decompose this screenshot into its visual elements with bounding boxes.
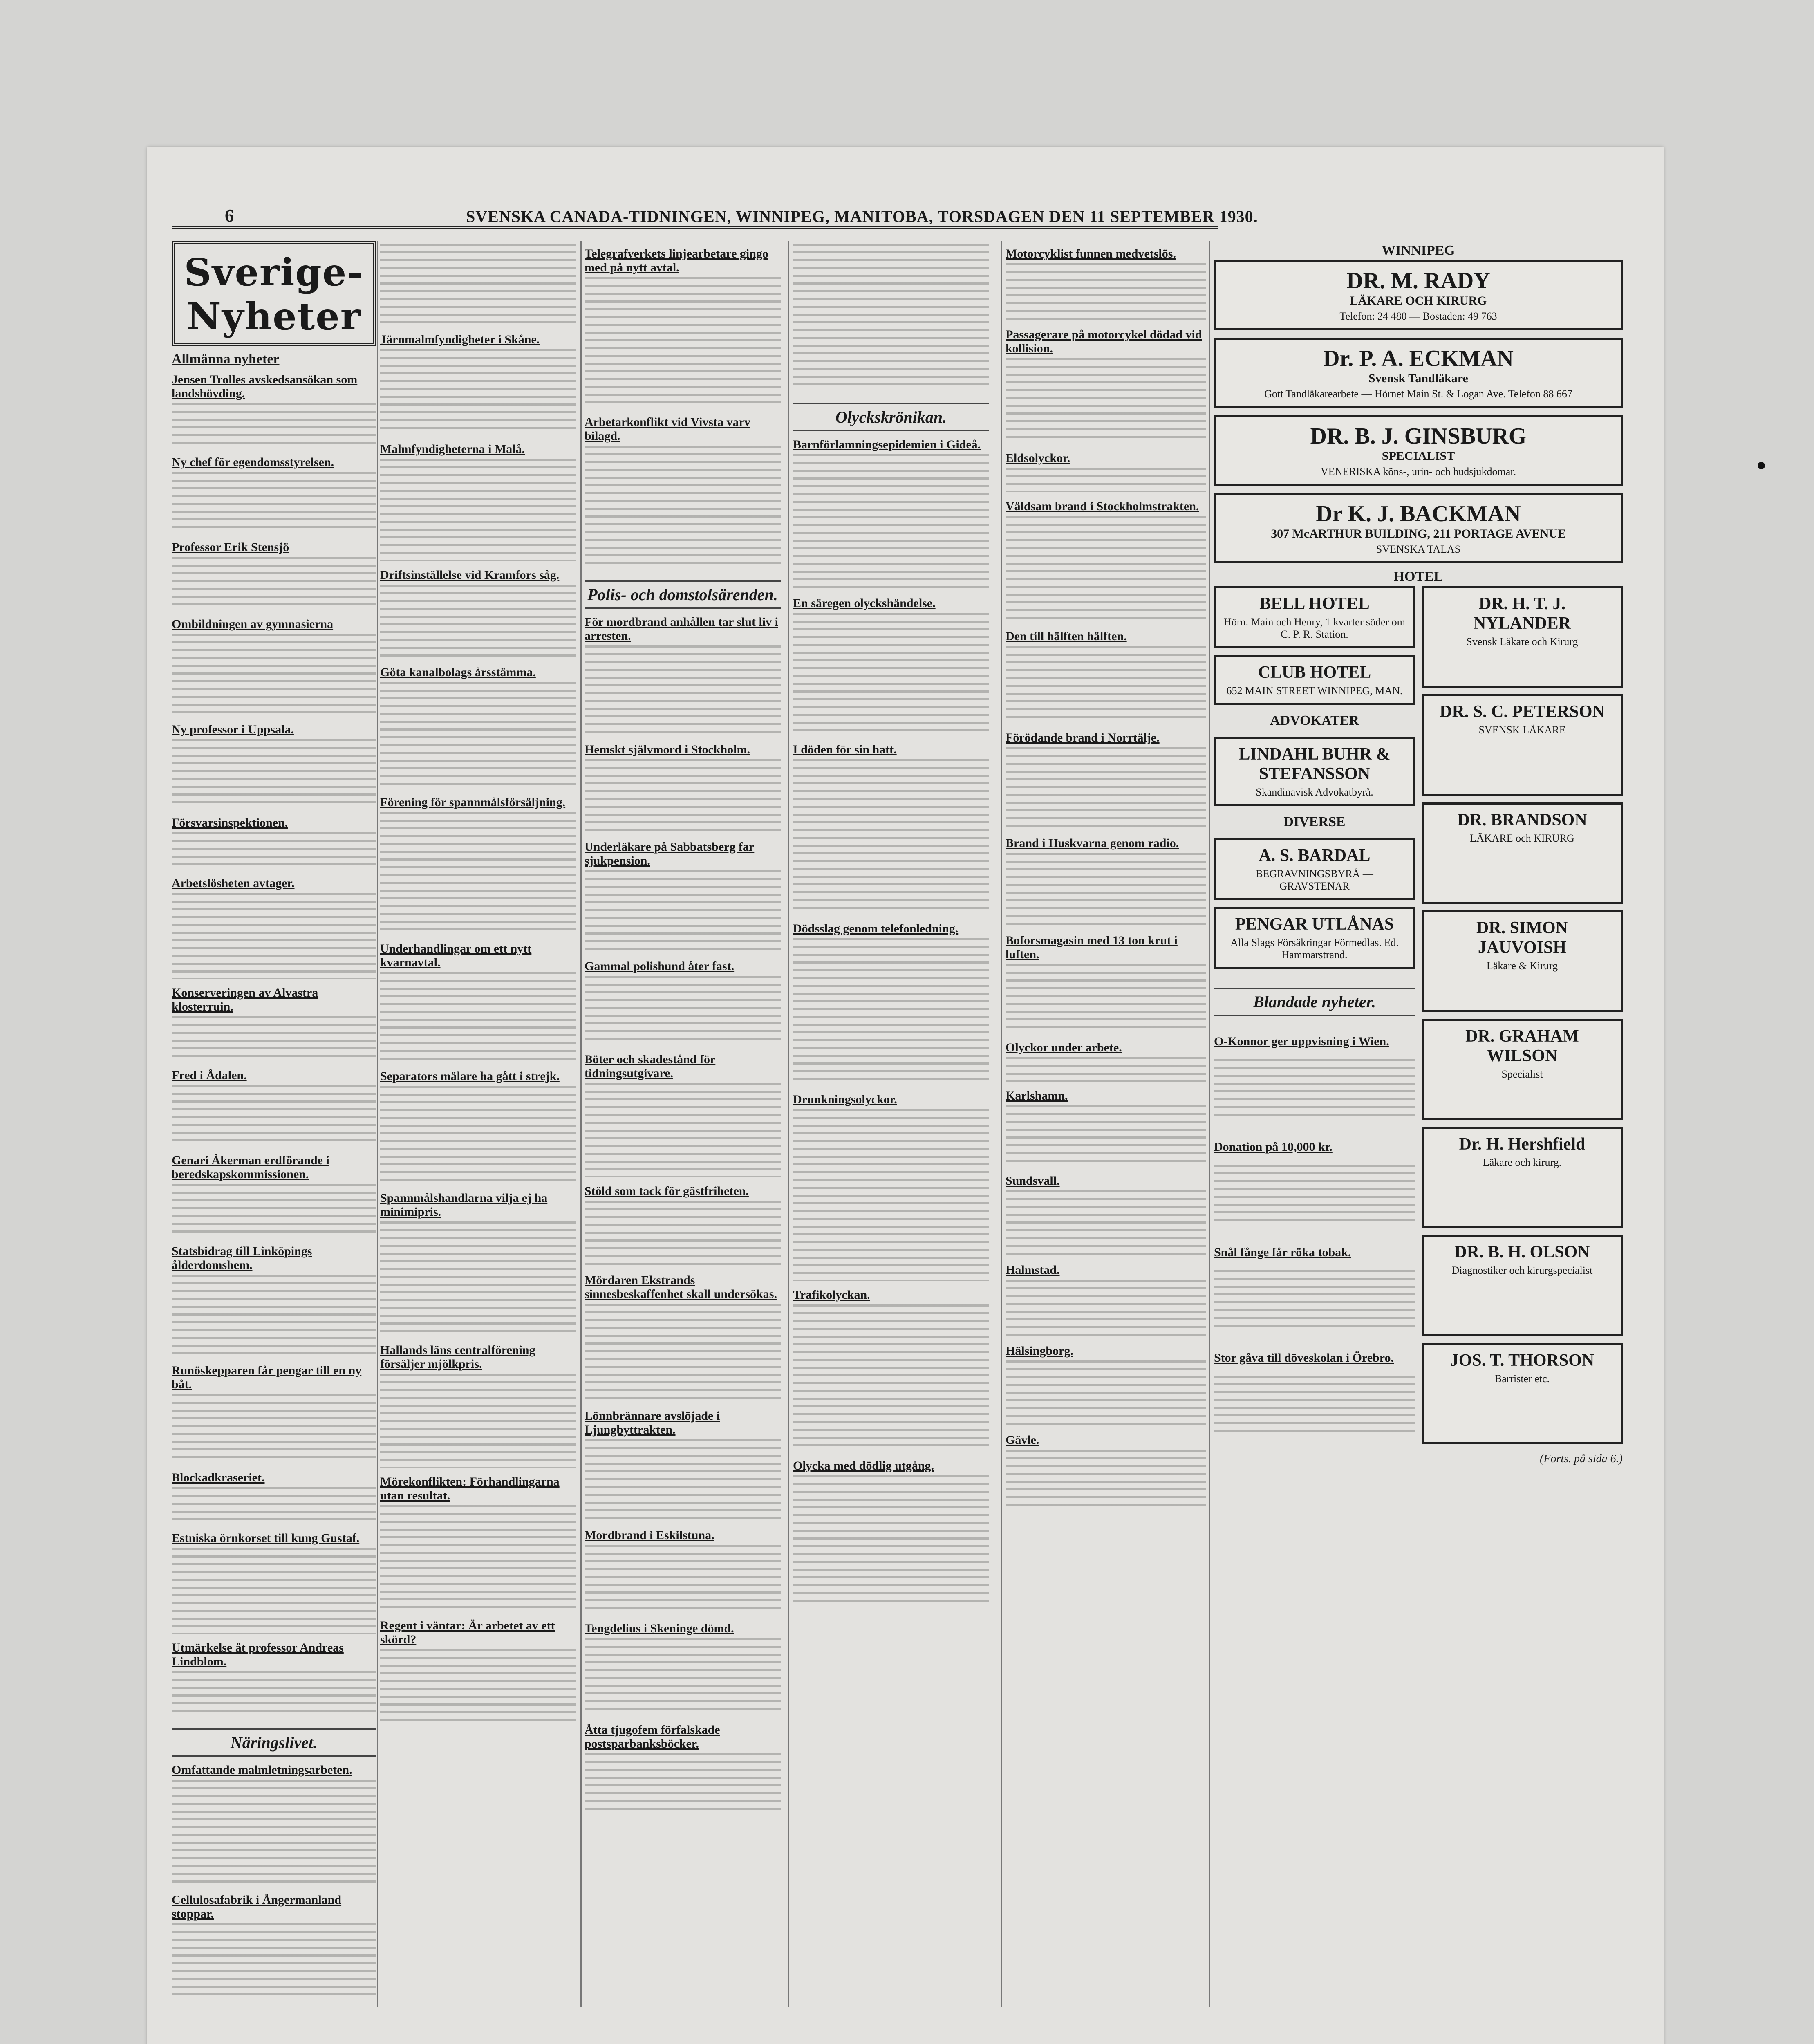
- ad-subtitle: Svensk Tandläkare: [1368, 372, 1468, 385]
- article-headline: Ny chef för egendomsstyrelsen.: [172, 455, 334, 469]
- article-headline: Regent i väntar: Är arbetet av ett skörd?: [380, 1619, 555, 1646]
- ad-text: 652 MAIN STREET WINNIPEG, MAN.: [1226, 685, 1403, 697]
- article-headline: Järnmalmfyndigheter i Skåne.: [380, 333, 540, 346]
- article-headline: Driftsinställelse vid Kramfors såg.: [380, 568, 560, 582]
- article-headline: Eldsolyckor.: [1006, 451, 1070, 465]
- column-3: [585, 241, 781, 1999]
- ad-title: DR. H. T. J. NYLANDER: [1473, 594, 1571, 633]
- article-body-text: [172, 1780, 376, 1886]
- article-headline: Estniska örnkorset till kung Gustaf.: [172, 1531, 360, 1545]
- ad-title: CLUB HOTEL: [1258, 663, 1371, 682]
- doctor-ad: [1422, 1127, 1623, 1228]
- advertisement-box: [1214, 415, 1623, 486]
- article-body-text: [380, 1505, 576, 1611]
- section-heading: Allmänna nyheter: [172, 352, 280, 367]
- article-headline: Spannmålshandlarna vilja ej ha minimipris.: [380, 1191, 548, 1219]
- article-body-text: [172, 893, 376, 979]
- doctor-ad: [1422, 910, 1623, 1012]
- ad-title: DR. S. C. PETERSON: [1440, 702, 1605, 722]
- doctor-ad: [1422, 1019, 1623, 1120]
- article-body-text: [585, 1083, 781, 1177]
- ad-text: Alla Slags Försäkringar Förmedlas. Ed. Hammarstrand.: [1230, 937, 1399, 961]
- article-headline: Utmärkelse åt professor Andreas Lindblom.: [172, 1641, 344, 1668]
- article-headline: Olyckor under arbete.: [1006, 1041, 1122, 1054]
- article-body-text: [1006, 263, 1206, 320]
- article-headline: Arbetslösheten avtager.: [172, 876, 295, 890]
- advertisement-box: [1214, 493, 1623, 563]
- advertisement-box: [1214, 260, 1623, 330]
- ad-text: Diagnostiker och kirurgspecialist: [1451, 1264, 1593, 1277]
- article-body-text: [1006, 1105, 1206, 1167]
- page-number: 6: [225, 206, 234, 226]
- article-body-text: [585, 976, 781, 1045]
- article-headline: Trafikolyckan.: [793, 1288, 870, 1302]
- section-logo: Sverige-Nyheter: [172, 241, 376, 346]
- ad-title: LINDAHL BUHR & STEFANSSON: [1238, 745, 1391, 783]
- punch-hole: [1758, 462, 1765, 469]
- column-1: [172, 241, 376, 1999]
- section-heading: Blandade nyheter.: [1214, 988, 1415, 1016]
- article-body-text: [585, 1545, 781, 1614]
- ad-title: Dr. P. A. ECKMAN: [1323, 346, 1514, 371]
- article-headline: Ombildningen av gymnasierna: [172, 617, 334, 631]
- ad-title: DR. M. RADY: [1346, 268, 1490, 294]
- ad-title: DR. BRANDSON: [1457, 810, 1587, 829]
- article-headline: En säregen olyckshändelse.: [793, 596, 936, 610]
- article-body-text: [380, 1649, 576, 1723]
- misc-ad: [1214, 907, 1415, 969]
- article-headline: Halmstad.: [1006, 1263, 1060, 1277]
- article-headline: Väldsam brand i Stockholmstrakten.: [1006, 500, 1199, 513]
- article-body-text: [1214, 1376, 1415, 1437]
- article-headline: Hemskt självmord i Stockholm.: [585, 743, 750, 756]
- article-headline: Den till hälften hälften.: [1006, 630, 1127, 643]
- doctor-ad: [1422, 802, 1623, 904]
- doctor-ad: [1422, 694, 1623, 796]
- article-headline: Fred i Ådalen.: [172, 1069, 247, 1082]
- article-body-text: [172, 1671, 376, 1716]
- masthead-bar: [172, 202, 1258, 229]
- article-body-text: [1214, 1165, 1415, 1226]
- article-headline: Mordbrand i Eskilstuna.: [585, 1529, 714, 1542]
- winnipeg-header: WINNIPEG: [1382, 243, 1455, 258]
- article-headline: Separators mälare ha gått i strejk.: [380, 1069, 560, 1083]
- article-body-text: [380, 972, 576, 1062]
- ad-title: Dr. H. Hershfield: [1459, 1134, 1586, 1154]
- ad-text: Skandinavisk Advokatbyrå.: [1256, 786, 1373, 798]
- article-body-text: [380, 349, 576, 435]
- article-headline: Statsbidrag till Linköpings ålderdomshem.: [172, 1244, 312, 1272]
- article-headline: O-Konnor ger uppvisning i Wien.: [1214, 1035, 1389, 1048]
- article-body-text: [172, 472, 376, 533]
- ad-title: Dr K. J. BACKMAN: [1316, 501, 1521, 527]
- doctor-ad: [1422, 586, 1623, 688]
- article-body-text: [1006, 358, 1206, 444]
- ad-title: PENGAR UTLÅNAS: [1235, 915, 1394, 934]
- ad-text: BEGRAVNINGSBYRÅ — GRAVSTENAR: [1256, 868, 1373, 892]
- article-headline: Omfattande malmletningsarbeten.: [172, 1763, 352, 1777]
- article-headline: Försvarsinspektionen.: [172, 816, 288, 829]
- column-4: [793, 241, 989, 1999]
- section-heading: Olyckskrönikan.: [793, 403, 989, 431]
- article-headline: Lönnbrännare avslöjade i Ljungbyttrakten.: [585, 1409, 720, 1437]
- article-headline: Underhandlingar om ett nytt kvarnavtal.: [380, 942, 532, 969]
- article-headline: Runöskepparen får pengar till en ny båt.: [172, 1364, 362, 1391]
- article-headline: Jensen Trolles avskedsansökan som landshövding.: [172, 373, 358, 400]
- article-body-text: [793, 759, 989, 914]
- article-body-text: [585, 277, 781, 408]
- article-body-text: [585, 645, 781, 735]
- article-headline: Malmfyndigheterna i Malå.: [380, 442, 525, 456]
- article-headline: Arbetarkonflikt vid Vivsta varv bilagd.: [585, 415, 750, 443]
- article-headline: Passagerare på motorcykel dödad vid kollision.: [1006, 328, 1202, 355]
- article-headline: Sundsvall.: [1006, 1174, 1060, 1188]
- ad-text: Telefon: 24 480 — Bostaden: 49 763: [1339, 310, 1497, 322]
- article-body-text: [793, 613, 989, 735]
- ad-text: Läkare och kirurg.: [1483, 1156, 1562, 1168]
- article-headline: Förödande brand i Norrtälje.: [1006, 731, 1160, 744]
- law-firm-ad: [1214, 737, 1415, 806]
- ad-title: DR. B. J. GINSBURG: [1310, 424, 1527, 449]
- article-headline: Göta kanalbolags årsstämma.: [380, 666, 536, 679]
- column-2: [380, 241, 576, 1999]
- article-headline: Gammal polishund åter fast.: [585, 959, 735, 973]
- article-headline: Olycka med dödlig utgång.: [793, 1459, 934, 1472]
- article-headline: Stöld som tack för gästfriheten.: [585, 1184, 749, 1198]
- ad-title: DR. B. H. OLSON: [1454, 1243, 1590, 1262]
- column-rule: [788, 241, 789, 2007]
- article-body-text: [172, 634, 376, 715]
- article-body-text: [172, 1275, 376, 1356]
- article-body-text: [793, 1304, 989, 1452]
- column-rule: [1001, 241, 1002, 2007]
- article-headline: Motorcyklist funnen medvetslös.: [1006, 247, 1176, 260]
- ad-text: VENERISKA köns-, urin- och hudsjukdomar.: [1320, 466, 1516, 477]
- hotel-ad: [1214, 655, 1415, 705]
- ad-text: Specialist: [1501, 1068, 1543, 1080]
- column-rule: [580, 241, 582, 2007]
- article-body-text: [1006, 646, 1206, 724]
- article-headline: Tengdelius i Skeninge dömd.: [585, 1622, 734, 1635]
- article-body-text: [585, 870, 781, 952]
- article-body-text: [172, 1184, 376, 1237]
- article-headline: För mordbrand anhållen tar slut liv i arresten.: [585, 615, 778, 643]
- article-headline: Underläkare på Sabbatsberg far sjukpension.: [585, 840, 755, 867]
- article-body-text: [172, 1548, 376, 1634]
- article-body-text: [1006, 1450, 1206, 1507]
- ad-text: SVENSK LÄKARE: [1478, 724, 1566, 736]
- article-headline: Förening för spannmålsförsäljning.: [380, 796, 566, 809]
- article-headline: Cellulosafabrik i Ångermanland stoppar.: [172, 1893, 342, 1921]
- ad-title: DR. SIMON JAUVOISH: [1476, 919, 1568, 957]
- article-headline: Gävle.: [1006, 1433, 1039, 1447]
- article-headline: Böter och skadestånd för tidningsutgivare.: [585, 1053, 716, 1080]
- article-body-text: [1006, 1280, 1206, 1337]
- article-body-text: [1006, 1360, 1206, 1426]
- ad-text: LÄKARE och KIRURG: [1470, 832, 1574, 844]
- article-body-text: [380, 1374, 576, 1468]
- ad-title: A. S. BARDAL: [1259, 846, 1371, 865]
- article-body-text: [585, 1201, 781, 1266]
- article-headline: Dödsslag genom telefonledning.: [793, 922, 959, 935]
- article-body-text: [585, 1304, 781, 1402]
- advertisement-box: [1214, 338, 1623, 408]
- article-body-text: [1006, 516, 1206, 622]
- continued-note: (Forts. på sida 6.): [1540, 1452, 1623, 1465]
- article-headline: Professor Erik Stensjö: [172, 540, 289, 554]
- ad-subtitle: 307 McARTHUR BUILDING, 211 PORTAGE AVENUE: [1271, 527, 1566, 540]
- article-body-text: [1006, 1057, 1206, 1082]
- article-headline: Donation på 10,000 kr.: [1214, 1140, 1333, 1154]
- article-headline: Åtta tjugofem förfalskade postsparbanksböcker.: [585, 1723, 720, 1750]
- article-headline: Telegrafverkets linjearbetare gingo med på nytt avtal.: [585, 247, 768, 274]
- article-headline: Genari Åkerman erdförande i beredskapskommissionen.: [172, 1154, 329, 1181]
- article-headline: Konserveringen av Alvastra klosterruin.: [172, 986, 318, 1013]
- article-body-text: [172, 1487, 376, 1524]
- article-body-text: [172, 1923, 376, 1999]
- article-body-text: [380, 1221, 576, 1336]
- article-headline: Brand i Huskvarna genom radio.: [1006, 836, 1179, 850]
- article-body-text: [172, 1085, 376, 1146]
- article-body-text: [793, 938, 989, 1085]
- ad-title: JOS. T. THORSON: [1450, 1351, 1595, 1370]
- article-body-text: [172, 403, 376, 448]
- doctor-ad: [1422, 1343, 1623, 1444]
- article-body-text: [585, 759, 781, 833]
- article-body-text: [585, 446, 781, 568]
- section-heading: Polis- och domstolsärenden.: [585, 580, 781, 609]
- article-body-text: [1214, 1270, 1415, 1331]
- article-body-text: [172, 1016, 376, 1061]
- article-headline: Drunkningsolyckor.: [793, 1093, 897, 1106]
- article-body-text: [793, 454, 989, 589]
- article-headline: Ny professor i Uppsala.: [172, 723, 294, 736]
- ad-subtitle: LÄKARE OCH KIRURG: [1350, 294, 1487, 307]
- article-headline: Hallands läns centralförening försäljer mjölkpris.: [380, 1343, 535, 1371]
- article-body-text: [1006, 468, 1206, 492]
- article-headline: Blockadkraseriet.: [172, 1471, 265, 1484]
- hotel-ad: [1214, 586, 1415, 648]
- ad-title: BELL HOTEL: [1259, 594, 1370, 613]
- article-body-text: [380, 682, 576, 788]
- article-body-text: [380, 585, 576, 658]
- column-rule: [1209, 241, 1210, 2007]
- article-body-text: [793, 1109, 989, 1281]
- article-body-text: [172, 739, 376, 809]
- article-body-text: [793, 1475, 989, 1606]
- article-headline: Snål fånge får röka tobak.: [1214, 1246, 1351, 1259]
- masthead-title: SVENSKA CANADA-TIDNINGEN, WINNIPEG, MANITOBA, TORSDAGEN DEN 11 SEPTEMBER 1930.: [466, 207, 1258, 226]
- article-headline: Stor gåva till döveskolan i Örebro.: [1214, 1351, 1394, 1365]
- article-headline: Hälsingborg.: [1006, 1344, 1073, 1358]
- misc-ad: [1214, 838, 1415, 900]
- ad-text: Läkare & Kirurg: [1486, 960, 1558, 972]
- article-body-text: [1006, 964, 1206, 1033]
- article-headline: Mördaren Ekstrands sinnesbeskaffenhet skall undersökas.: [585, 1273, 777, 1301]
- article-headline: Karlshamn.: [1006, 1089, 1068, 1103]
- article-headline: Boforsmagasin med 13 ton krut i luften.: [1006, 934, 1178, 961]
- ad-subtitle: SPECIALIST: [1382, 449, 1455, 463]
- doctor-ad: [1422, 1235, 1623, 1336]
- diverse-header: DIVERSE: [1283, 814, 1346, 829]
- article-body-text: [380, 1086, 576, 1184]
- section-heading: Näringslivet.: [172, 1728, 376, 1757]
- hotel-header: HOTEL: [1393, 569, 1443, 584]
- article-body-text: [1214, 1059, 1415, 1121]
- article-body-text: [172, 832, 376, 869]
- ad-text: SVENSKA TALAS: [1376, 543, 1461, 555]
- advokater-header: ADVOKATER: [1270, 713, 1359, 728]
- article-headline: Mörekonflikten: Förhandlingarna utan resultat.: [380, 1475, 560, 1502]
- ad-title: DR. GRAHAM WILSON: [1465, 1026, 1579, 1065]
- article-body-text: [1006, 747, 1206, 829]
- ad-text: Barrister etc.: [1494, 1372, 1550, 1385]
- article-body-text: [585, 1439, 781, 1521]
- article-body-text: [1006, 1190, 1206, 1256]
- ad-text: Gott Tandläkarearbete — Hörnet Main St. & Logan Ave. Telefon 88 667: [1264, 388, 1572, 400]
- article-body-text: [1006, 853, 1206, 926]
- ad-text: Hörn. Main och Henry, 1 kvarter söder om C. P. R. Station.: [1224, 616, 1405, 640]
- ad-text: Svensk Läkare och Kirurg: [1466, 636, 1578, 648]
- article-body-text: [380, 812, 576, 935]
- article-body-text: [585, 1638, 781, 1716]
- article-headline: Barnförlamningsepidemien i Gideå.: [793, 438, 981, 451]
- article-body-text: [585, 1753, 781, 1811]
- article-body-text: [172, 557, 376, 610]
- article-body-text: [172, 1394, 376, 1464]
- column-6-advertisements: [1214, 241, 1623, 1999]
- article-headline: I döden för sin hatt.: [793, 743, 897, 756]
- article-body-text: [380, 459, 576, 561]
- column-rule: [377, 241, 378, 2007]
- column-5: [1006, 241, 1206, 1999]
